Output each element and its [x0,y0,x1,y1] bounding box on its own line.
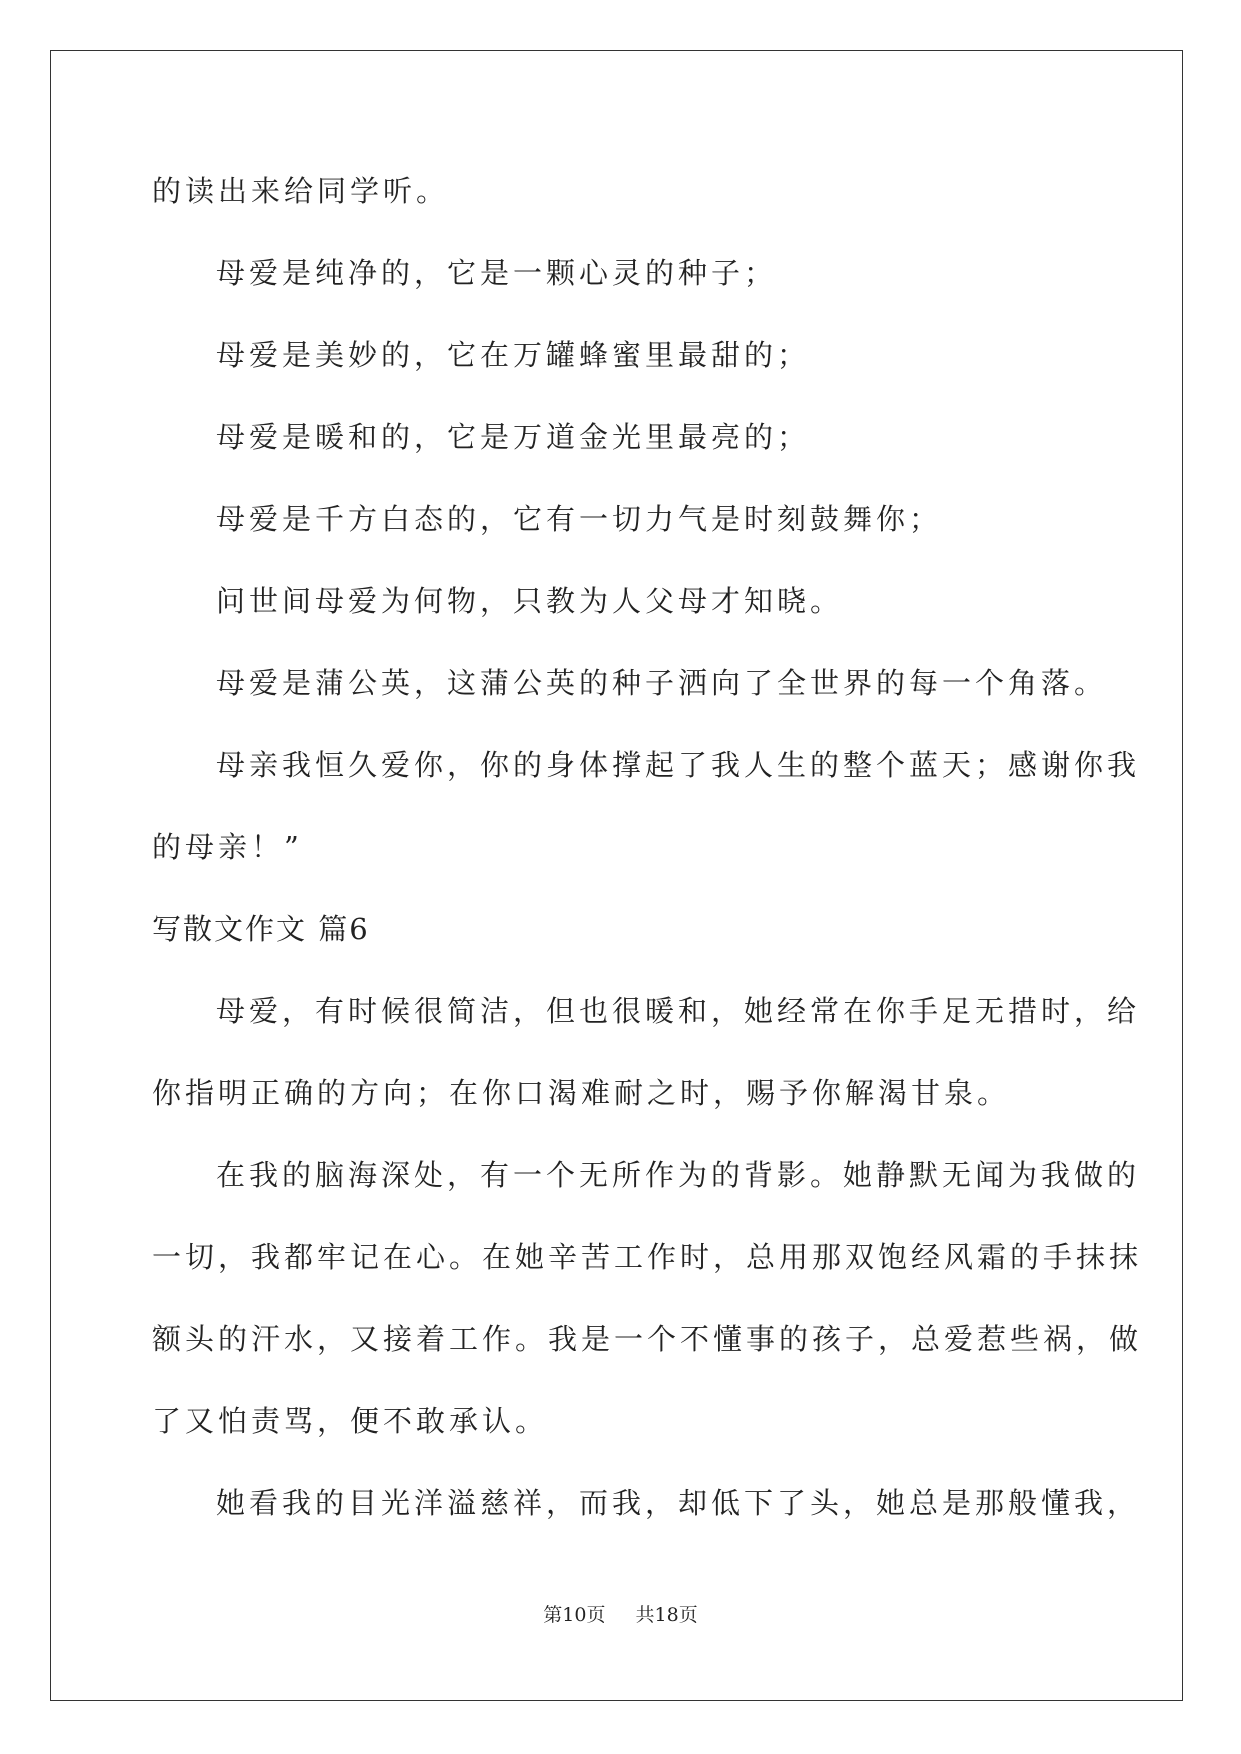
text-line: 母爱是暖和的，它是万道金光里最亮的； [216,420,811,454]
text-line: 的母亲！” [152,830,303,864]
document-body [152,150,1143,1544]
text-line: 问世间母爱为何物，只教为人父母才知晓。 [216,584,844,618]
text-line: 母爱，有时候很简洁，但也很暖和，她经常在你手足无措时，给 [216,994,1141,1028]
total-pages: 共18页 [635,1604,698,1626]
text-line: 母爱是纯净的，它是一颗心灵的种子； [216,256,778,290]
text-line: 了又怕责骂，便不敢承认。 [152,1404,549,1438]
text-line: 额头的汗水，又接着工作。我是一个不懂事的孩子，总爱惹些祸，做 [152,1322,1143,1356]
page-number: 第10页 [543,1604,606,1626]
text-line: 在我的脑海深处，有一个无所作为的背影。她静默无闻为我做的 [216,1158,1141,1192]
text-line: 一切，我都牢记在心。在她辛苦工作时，总用那双饱经风霜的手抹抹 [152,1240,1143,1274]
page-footer [0,1600,1241,1627]
text-line: 你指明正确的方向；在你口渴难耐之时，赐予你解渴甘泉。 [152,1076,1011,1110]
text-line: 她看我的目光洋溢慈祥，而我，却低下了头，她总是那般懂我， [216,1486,1141,1520]
text-line: 的读出来给同学听。 [152,174,450,208]
text-line: 母爱是美妙的，它在万罐蜂蜜里最甜的； [216,338,811,372]
text-line: 母爱是千方白态的，它有一切力气是时刻鼓舞你； [216,502,943,536]
text-line: 母爱是蒲公英，这蒲公英的种子洒向了全世界的每一个角落。 [216,666,1108,700]
section-heading: 写散文作文 篇6 [152,912,370,946]
text-line: 母亲我恒久爱你，你的身体撑起了我人生的整个蓝天；感谢你我 [216,748,1141,782]
